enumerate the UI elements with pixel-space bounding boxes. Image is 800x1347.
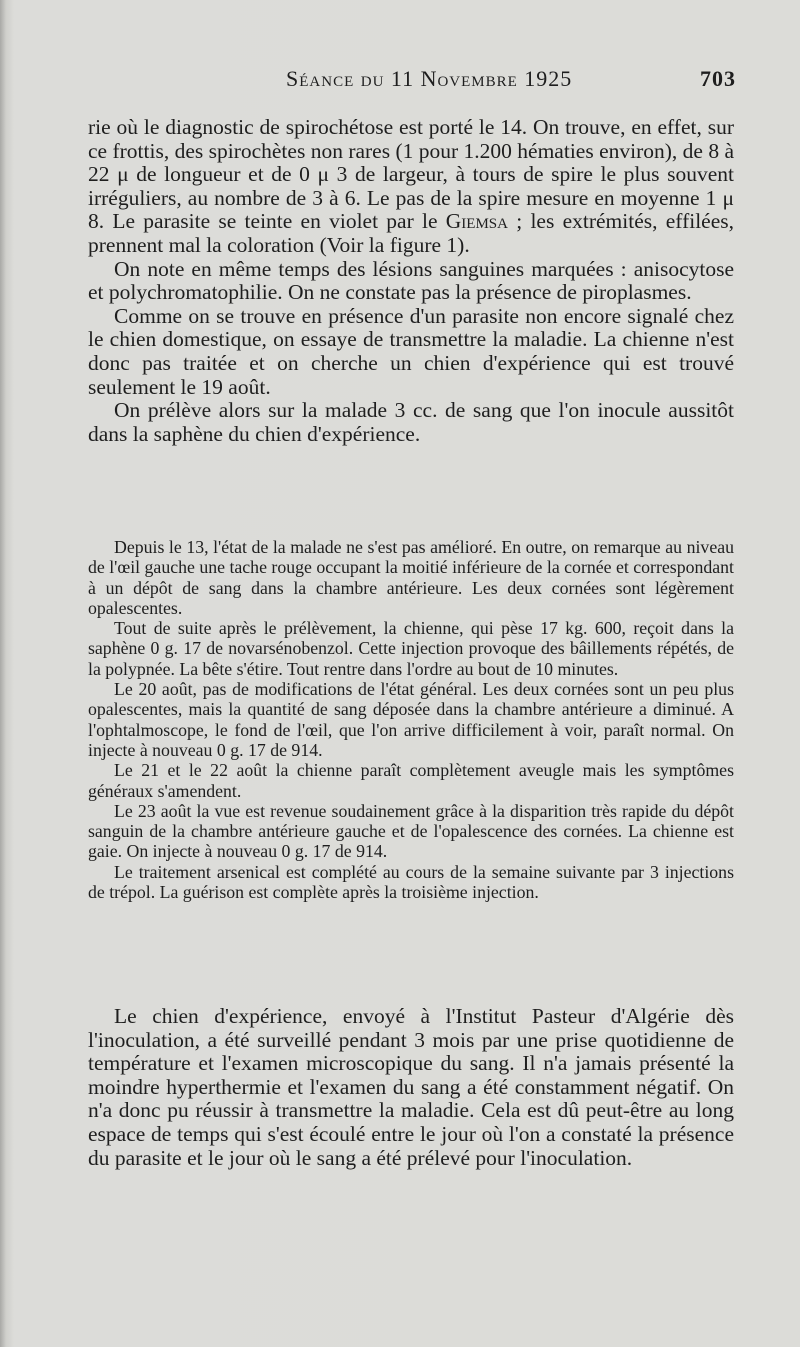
paragraph-diagnosis-end: ; les extrémités, effilées, prennent mal la coloration (Voir la figure 1). — [88, 209, 735, 257]
page-number: 703 — [700, 66, 736, 91]
note-paragraph: Tout de suite après le prélèvement, la chienne, qui pèse 17 kg. 600, reçoit dans la saphène 0 g. 17 de novarsénobenzol. Cette injection provoque des bâillements répétés, de la polypnée. La bête s'étire. Tout rentre dans l'ordre au bout de 10 minutes. — [88, 618, 734, 679]
paragraph-inoculation: On prélève alors sur la malade 3 cc. de sang que l'on inocule aussitôt dans la saphène du chien d'expérience. — [88, 398, 734, 446]
clinical-notes-block — [88, 537, 734, 902]
note-paragraph: Le 21 et le 22 août la chienne paraît complètement aveugle mais les symptômes généraux s'amendent. — [88, 760, 734, 801]
paragraph-transmission: Comme on se trouve en présence d'un parasite non encore signalé chez le chien domestique, on essaye de transmettre la maladie. La chienne n'est donc pas traitée et on cherche un chien d'expérience qui est trouvé seulement le 19 août. — [88, 303, 734, 399]
main-text-block — [88, 116, 734, 446]
note-paragraph: Le 23 août la vue est revenue soudainement grâce à la disparition très rapide du dépôt sanguin de la chambre antérieure gauche et de l'opalescence des cornées. La chienne est gaie. On injecte à nouveau 0 g. 17 de 914. — [88, 800, 734, 862]
conclusion-block — [88, 1005, 734, 1170]
note-paragraph: Depuis le 13, l'état de la malade ne s'est pas amélioré. En outre, on remarque au niveau de l'œil gauche une tache rouge occupant la moitié inférieure de la cornée et correspondant à un dépôt de sang dans la chambre antérieure. Les deux cornées sont légèrement opalescentes. — [88, 537, 734, 618]
paragraph-diagnosis-text: rie où le diagnostic de spirochétose est porté le 14. On trouve, en effet, sur ce frottis, des spirochètes non rares (1 pour 1.200 hématies environ), de 8 à 22 μ de longueur et de 0 μ 3 de largeur, à tours de spire le plus souvent irréguliers, au nombre de 3 à 6. Le pas de la spire mesure en moyenne 1 μ 8. Le parasite se teinte en violet par le — [88, 115, 734, 234]
note-paragraph: Le 20 août, pas de modifications de l'état général. Les deux cornées sont un peu plus opalescentes, mais la quantité de sang déposée dans la chambre antérieure a diminué. A l'ophtalmoscope, le fond de l'œil, que l'on arrive difficilement à voir, paraît normal. On injecte à nouveau 0 g. 17 de 914. — [88, 679, 734, 760]
giemsa-stain-name: Giemsa — [445, 209, 508, 234]
running-title: Séance du 11 Novembre 1925 — [286, 66, 573, 91]
paragraph-blood-lesions: On note en même temps des lésions sanguines marquées : anisocytose et polychromatophilie. On ne constate pas la présence de piroplasmes. — [88, 256, 734, 305]
note-paragraph: Le traitement arsenical est complété au cours de la semaine suivante par 3 injections de trépol. La guérison est complète après la troisième injection. — [88, 861, 734, 903]
paragraph-experiment-dog: Le chien d'expérience, envoyé à l'Institut Pasteur d'Algérie dès l'inoculation, a été surveillé pendant 3 mois par une prise quotidienne de température et l'examen microscopique du sang. Il n'a jamais présenté la moindre hyperthermie et l'examen du sang a été constamment négatif. On n'a donc pu réussir à transmettre la maladie. Cela est dû peut-être au long espace de temps qui s'est écoulé entre le jour où l'on a constaté la présence du parasite et le jour où le sang a été prélevé pour l'inoculation. — [88, 1004, 734, 1170]
page-header — [86, 66, 736, 100]
paragraph-diagnosis — [88, 116, 734, 258]
